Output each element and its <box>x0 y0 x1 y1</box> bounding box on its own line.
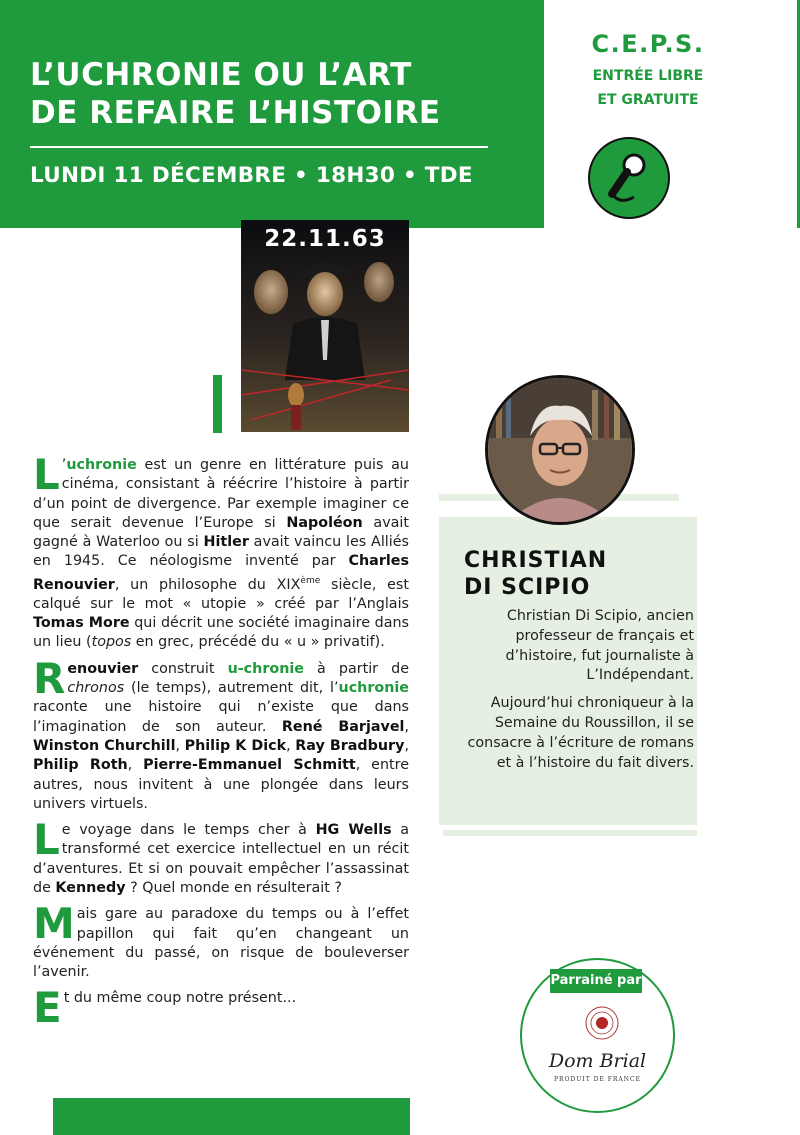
title-divider <box>30 146 488 148</box>
footer-bar <box>53 1098 410 1135</box>
article-body <box>33 450 409 1033</box>
bio-paragraph-1: Christian Di Scipio, ancien professeur de français et d’histoire, fut journaliste à L’Indépendant. <box>505 608 694 684</box>
drop-cap: L <box>33 450 60 499</box>
paragraph-2: Renouvier construit u-chronie à partir de chronos (le temps), autrement dit, l’uchronie raconte une histoire qui n’existe que dans l’imagination de son auteur. René Barjavel, Winston Churchill, Philip K Dick, Ray Bradbury, Philip Roth, Pierre-Emmanuel Schmitt, entre autres, nous invitent à une plongée dans leurs univers virtuels. <box>33 653 409 812</box>
sponsor-label: Parrainé par <box>550 969 642 993</box>
paragraph-4: Mais gare au paradoxe du temps ou à l’effet papillon qui fait qu’en changeant un événement du passé, on risque de bouleverser l’avenir. <box>33 899 409 981</box>
sponsor-brand-subtitle: PRODUIT DE FRANCE <box>554 1076 641 1083</box>
paragraph-5: Et du même coup notre présent... <box>33 983 297 1033</box>
entry-info <box>560 64 736 112</box>
microphone-icon <box>588 137 670 219</box>
title-line-1: L’UCHRONIE OU L’ART <box>30 57 412 93</box>
brand-seal-icon <box>584 1005 620 1041</box>
speaker-name: CHRISTIAN DI SCIPIO <box>464 548 608 600</box>
entry-line-1: ENTRÉE LIBRE <box>592 68 704 84</box>
page-title <box>30 56 500 132</box>
paragraph-3: Le voyage dans le temps cher à HG Wells a transformé cet exercice intellectuel en un récit d’aventures. Et si on pouvait empêcher l’assassinat de Kennedy ? Quel monde en résulterait ? <box>33 815 409 896</box>
entry-line-2: ET GRATUITE <box>597 92 699 108</box>
accent-bar <box>213 375 222 433</box>
sponsor-brand: Dom Brial <box>548 1050 647 1072</box>
keyword: u-chronie <box>227 660 304 677</box>
title-line-2: DE REFAIRE L’HISTOIRE <box>30 95 441 131</box>
movie-poster <box>241 220 409 432</box>
keyword: uchronie <box>66 457 137 473</box>
poster-title: 22.11.63 <box>264 226 386 252</box>
bio-paragraph-2: Aujourd’hui chroniqueur à la Semaine du Roussillon, il se consacre à l’écriture de romans et à l’histoire du fait divers. <box>467 695 694 771</box>
panel-stripe <box>443 830 697 836</box>
keyword: uchronie <box>338 680 409 697</box>
organizer-name: C.E.P.S. <box>591 30 705 58</box>
organizer-block <box>560 30 736 112</box>
speaker-portrait <box>485 375 635 525</box>
speaker-bio <box>462 607 694 781</box>
drop-cap: E <box>33 983 62 1033</box>
paragraph-1: L ’uchronie est un genre en littérature puis au cinéma, consistant à réécrire l’histoire à partir d’un point de divergence. Par exemple imaginer ce que serait devenue l’Europe si Napoléon avait gagné à Waterloo ou si Hitler avait vaincu les Alliés en 1945. Ce néologisme inventé par Charles Renouvier, un philosophe du XIXème siècle, est calqué sur le mot « utopie » créé par l’Anglais Tomas More qui décrit une société imaginaire dans un lieu (topos en grec, précédé du « u » privatif). <box>33 450 409 651</box>
drop-cap: M <box>33 899 75 949</box>
drop-cap: R <box>33 653 66 703</box>
event-date-line: LUNDI 11 DÉCEMBRE • 18H30 • TDE <box>30 163 473 188</box>
drop-cap: L <box>33 815 60 865</box>
header-banner <box>0 0 544 228</box>
